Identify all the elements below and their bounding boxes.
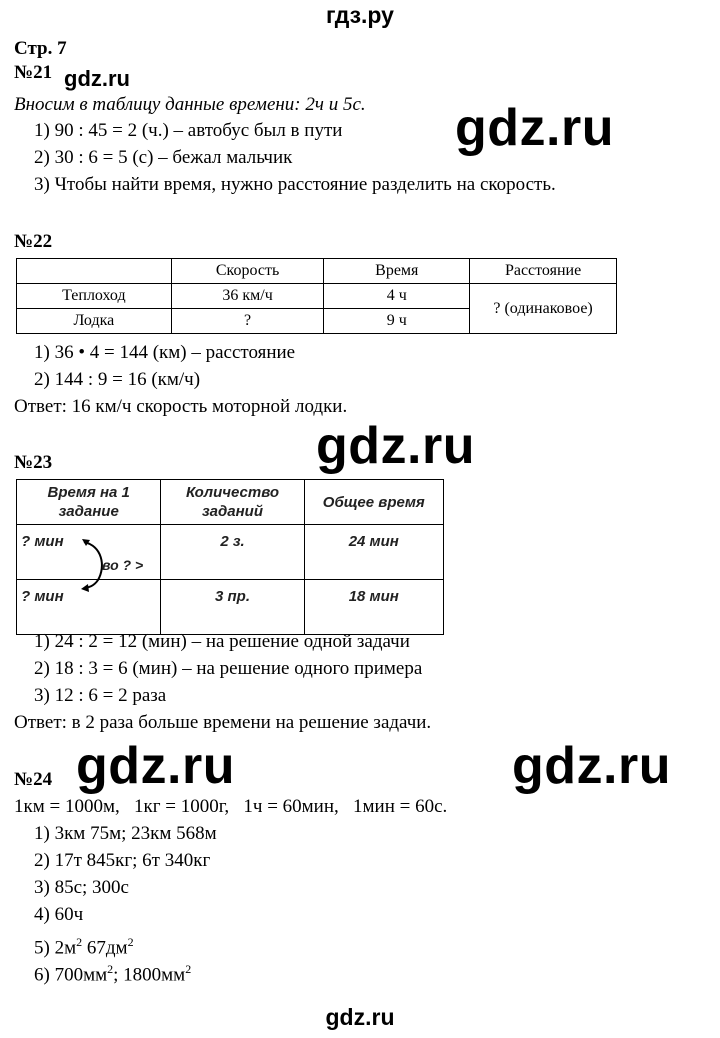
task-22-line-2: 2) 144 : 9 = 16 (км/ч) (34, 369, 201, 390)
table-header-cell: Время на 1 задание (17, 480, 161, 525)
table-cell: Теплоход (17, 284, 172, 309)
task-24-line-5 (34, 931, 134, 959)
page-label: Стр. 7 (14, 38, 67, 59)
table-cell: ? мин (17, 525, 161, 580)
table-cell: ? мин (17, 580, 161, 635)
task-23-line-3: 3) 12 : 6 = 2 раза (34, 685, 167, 706)
table-header-row (17, 259, 617, 284)
table-cell: 4 ч (324, 284, 470, 309)
watermark-4: gdz.ru (512, 737, 671, 795)
task-24-units: 1км = 1000м, 1кг = 1000г, 1ч = 60мин, 1мин = 60с. (14, 796, 448, 817)
watermark-small: gdz.ru (64, 66, 130, 91)
task-23-line-2: 2) 18 : 3 = 6 (мин) – на решение одного примера (34, 658, 423, 679)
task-23-line-1: 1) 24 : 2 = 12 (мин) – на решение одной задачи (34, 631, 410, 652)
superscript: 2 (107, 962, 114, 976)
task-22-answer: Ответ: 16 км/ч скорость моторной лодки. (14, 396, 348, 417)
line-5-part-2: 67дм (82, 937, 128, 959)
table-row (17, 284, 617, 309)
line-6-part-1: 6) 700мм (34, 964, 108, 986)
task-24-line-3: 3) 85с; 300с (34, 877, 129, 898)
footer-link[interactable]: gdz.ru (325, 1004, 395, 1030)
table-cell: ? (171, 309, 324, 334)
table-header-cell: Скорость (171, 259, 324, 284)
table-cell: 2 з. (161, 525, 304, 580)
task-24-line-1: 1) 3км 75м; 23км 568м (34, 823, 217, 844)
task-22-number: №22 (14, 231, 53, 252)
task-21-line-3: 3) Чтобы найти время, нужно расстояние разделить на скорость. (34, 174, 556, 195)
task-24-number: №24 (14, 769, 53, 790)
superscript: 2 (185, 962, 192, 976)
table-cell: 36 км/ч (171, 284, 324, 309)
task-24-line-6 (34, 958, 191, 986)
watermark-1: gdz.ru (455, 99, 614, 157)
task-22-table (16, 258, 617, 334)
compare-note: во ? > (102, 557, 144, 573)
table-cell: 18 мин (304, 580, 443, 635)
table-header-cell: Общее время (304, 480, 443, 525)
site-header[interactable]: гдз.ру (326, 2, 394, 28)
task-22-line-1: 1) 36 • 4 = 144 (км) – расстояние (34, 342, 296, 363)
table-header-cell: Количество заданий (161, 480, 304, 525)
watermark-3: gdz.ru (76, 737, 235, 795)
superscript: 2 (76, 935, 83, 949)
line-6-part-2: ; 1800мм (113, 964, 186, 986)
task-21-intro: Вносим в таблицу данные времени: 2ч и 5с. (14, 94, 366, 115)
table-header-cell: Время (324, 259, 470, 284)
table-cell: 3 пр. (161, 580, 304, 635)
table-cell: Лодка (17, 309, 172, 334)
task-21-number: №21 (14, 62, 53, 83)
task-24-line-4: 4) 60ч (34, 904, 84, 925)
table-header-row (17, 480, 444, 525)
table-header-cell (17, 259, 172, 284)
table-cell-merged: ? (одинаковое) (470, 284, 617, 334)
task-23-number: №23 (14, 452, 53, 473)
task-21-line-2: 2) 30 : 6 = 5 (с) – бежал мальчик (34, 147, 293, 168)
superscript: 2 (127, 935, 134, 949)
table-header-cell: Расстояние (470, 259, 617, 284)
table-cell: 9 ч (324, 309, 470, 334)
task-23-answer: Ответ: в 2 раза больше времени на решение задачи. (14, 712, 432, 733)
watermark-2: gdz.ru (316, 417, 475, 475)
table-cell: 24 мин (304, 525, 443, 580)
task-21-line-1: 1) 90 : 45 = 2 (ч.) – автобус был в пути (34, 120, 343, 141)
line-5-part-1: 5) 2м (34, 937, 77, 959)
task-24-line-2: 2) 17т 845кг; 6т 340кг (34, 850, 211, 871)
